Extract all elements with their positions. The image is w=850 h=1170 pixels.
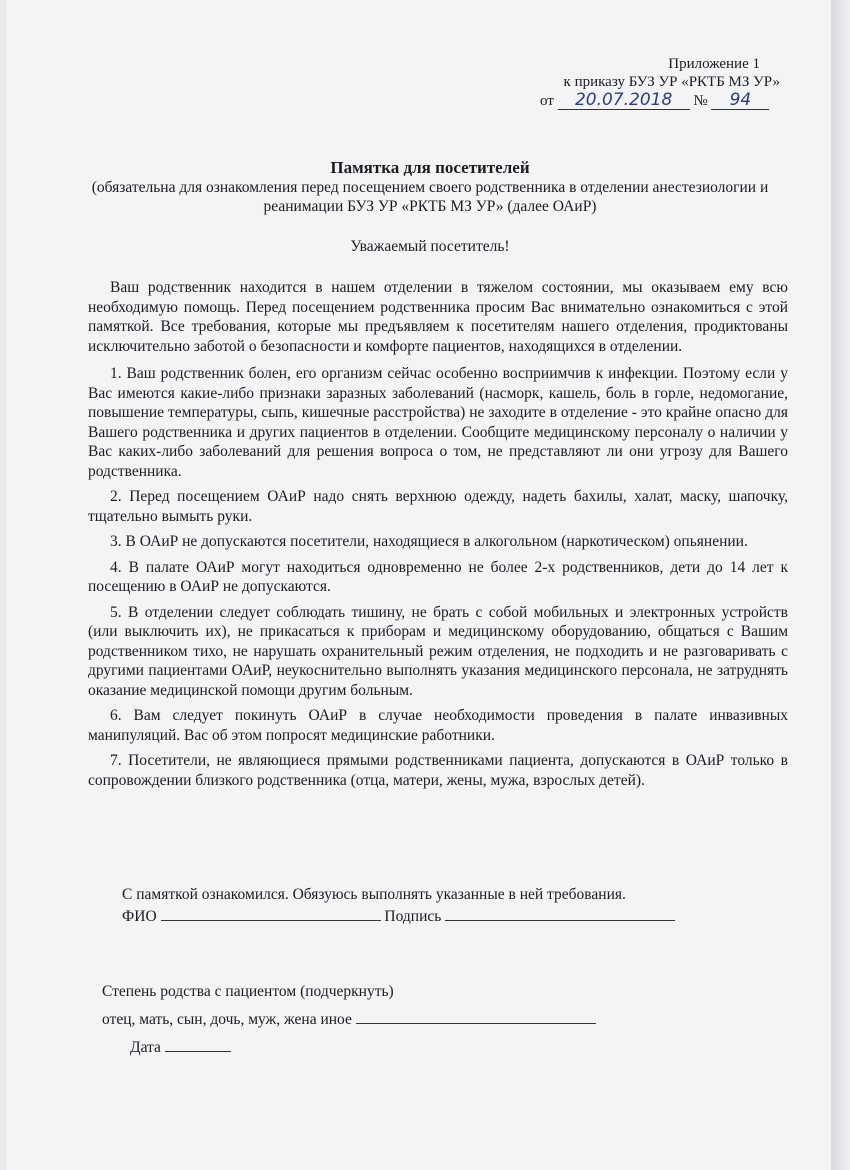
rule-item: 6. Вам следует покинуть ОАиР в случае необходимости проведения в палате инвазивных манипуляций. Вас об этом попросят медицинские работники. (88, 707, 788, 744)
fio-field[interactable] (161, 908, 381, 921)
rule-item: 1. Ваш родственник болен, его организм сейчас особенно восприимчив к инфекции. Поэтому если у Вас имеются какие-либо признаки заразных заболеваний (насморк, кашель, боль в горле, недомогание, повышение температуры, сыпь, кишечные расстройства) не заходите в отделение - это крайне опасно для Вашего родственника и других пациентов в отделении. Сообщите медицинскому персоналу о наличии у Вас каких-либо заболеваний для решения вопроса о том, не представляют ли они угрозу для Вашего родственника. (88, 365, 788, 480)
rule-item: 5. В отделении следует соблюдать тишину, не брать с собой мобильных и электронных устройств (или выключить их), не прикасаться к приборам и медицинскому оборудованию, общаться с Вашим родственником тихо, не нарушать охранительный режим отделения, не подходить и не разговаривать с другими пациентами ОАиР, неукоснительно выполнять указания медицинского персонала, не затруднять оказание медицинской помощи другим больным. (88, 603, 788, 699)
intro-paragraph: Ваш родственник находится в нашем отделении в тяжелом состоянии, мы оказываем ему всю необходимую помощь. Перед посещением родственника просим Вас внимательно ознакомиться с этой памяткой. Все требования, которые мы предъявляем к посетителям нашего отделения, продиктованы исключительно заботой о безопасности и комфорте пациентов, находящихся в отделении. (88, 279, 788, 355)
signature-label: Подпись (384, 908, 442, 925)
relation-options: отец, мать, сын, дочь, муж, жена иное (102, 1011, 352, 1028)
rule-item: 3. В ОАиР не допускаются посетители, находящиеся в алкогольном (наркотическом) опьянении. (110, 533, 748, 550)
relation-other-field[interactable] (356, 1011, 596, 1024)
handwritten-number: 94 (711, 91, 769, 110)
acknowledgement-statement: С памяткой ознакомился. Обязуюсь выполнять указанные в ней требования. (122, 886, 626, 903)
page-edge (831, 0, 850, 1170)
date-label: Дата (130, 1039, 161, 1056)
rule-item: 2. Перед посещением ОАиР надо снять верхнюю одежду, надеть бахилы, халат, маску, шапочку, тщательно вымыть руки. (88, 488, 788, 525)
acknowledgement-block (122, 884, 742, 928)
fio-label: ФИО (122, 908, 157, 925)
document-body (88, 278, 788, 796)
appendix-header (500, 55, 780, 110)
rule-item: 4. В палате ОАиР могут находиться одновременно не более 2-х родственников, дети до 14 лет к посещению в ОАиР не допускаются. (88, 558, 788, 595)
signature-row (122, 906, 742, 928)
order-date-number (540, 91, 780, 110)
date-row (102, 1034, 802, 1062)
relation-options-row (102, 1006, 802, 1034)
relation-label: Степень родства с пациентом (подчеркнуть) (102, 983, 394, 1000)
order-reference: к приказу БУЗ УР «РКТБ МЗ УР» (563, 74, 780, 90)
greeting: Уважаемый посетитель! (350, 238, 510, 255)
relation-block (102, 978, 802, 1062)
date-field[interactable] (165, 1039, 231, 1052)
number-label: № (693, 93, 708, 109)
document-title: Памятка для посетителей (330, 158, 530, 177)
document-subtitle: (обязательна для ознакомления перед посещением своего родственника в отделении анестезиологии и реанимации БУЗ УР «РКТБ МЗ УР» (далее ОАиР) (91, 179, 769, 215)
signature-field[interactable] (445, 908, 675, 921)
from-label: от (540, 93, 554, 109)
appendix-label: Приложение 1 (668, 56, 760, 72)
rule-item: 7. Посетители, не являющиеся прямыми родственниками пациента, допускаются в ОАиР только в сопровождении близкого родственника (отца, матери, жены, мужа, взрослых детей). (88, 752, 788, 789)
handwritten-date: 20.07.2018 (558, 91, 690, 110)
